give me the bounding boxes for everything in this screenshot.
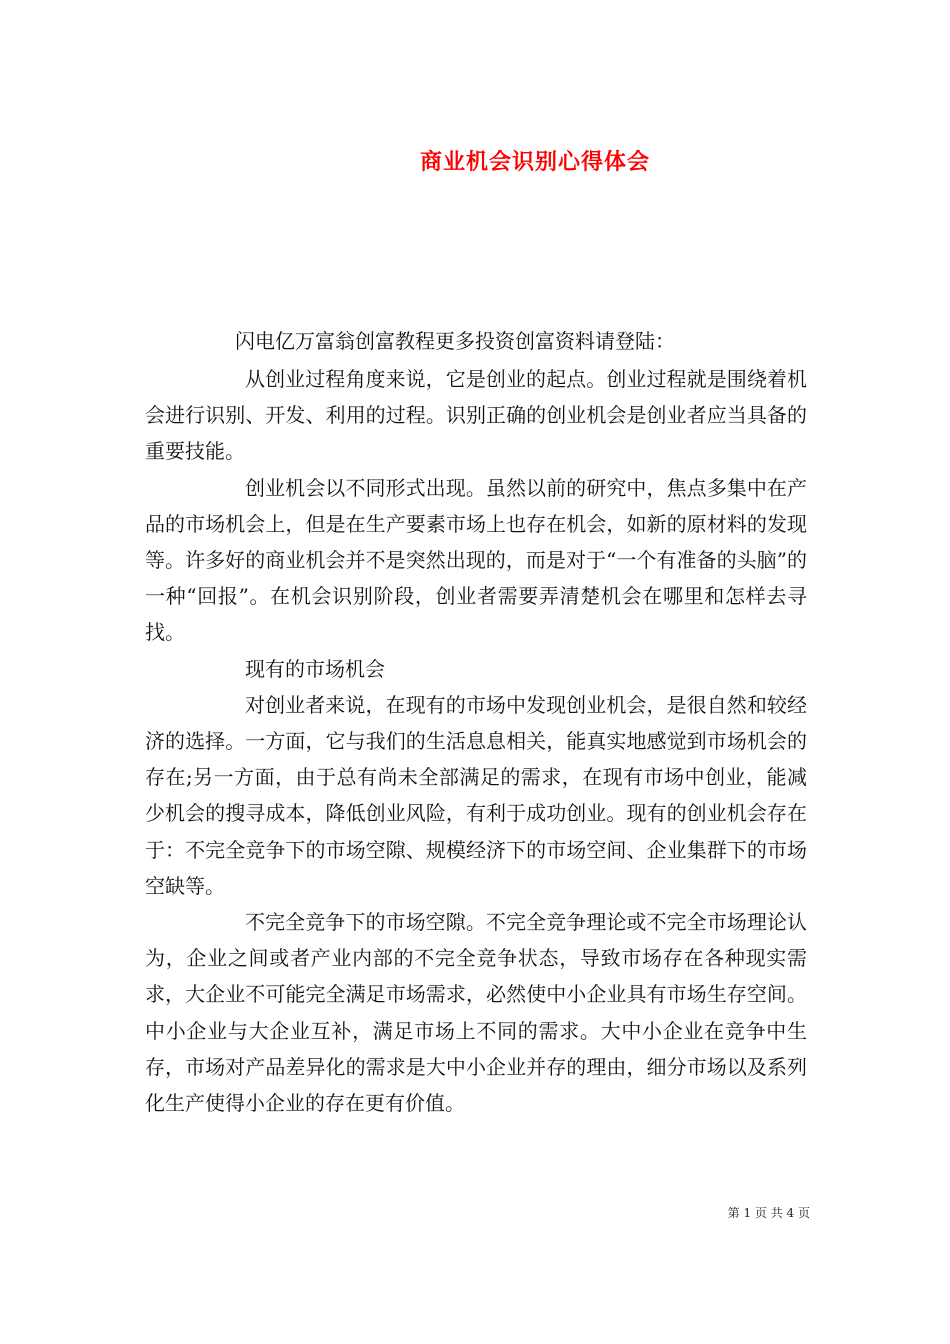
paragraph: 创业机会以不同形式出现。虽然以前的研究中，焦点多集中在产品的市场机会上，但是在生产要素市场上也存在机会，如新的原材料的发现等。许多好的商业机会并不是突然出现的，而是对于“一个有准备的头脑”的一种“回报”。在机会识别阶段，创业者需要弄清楚机会在哪里和怎样去寻找。 — [145, 475, 807, 645]
page-number: 第 1 页 共 4 页 — [727, 1206, 810, 1220]
body-text — [145, 361, 807, 1121]
section-heading: 现有的市场机会 — [245, 656, 385, 681]
paragraph: 对创业者来说，在现有的市场中发现创业机会，是很自然和较经济的选择。一方面，它与我们的生活息息相关，能真实地感觉到市场机会的存在;另一方面，由于总有尚未全部满足的需求，在现有市场中创业，能减少机会的搜寻成本，降低创业风险，有利于成功创业。现有的创业机会存在于：不完全竞争下的市场空隙、规模经济下的市场空间、企业集群下的市场空缺等。 — [145, 692, 807, 898]
paragraph: 从创业过程角度来说，它是创业的起点。创业过程就是围绕着机会进行识别、开发、利用的过程。识别正确的创业机会是创业者应当具备的重要技能。 — [145, 367, 807, 464]
paragraph: 不完全竞争下的市场空隙。不完全竞争理论或不完全市场理论认为，企业之间或者产业内部的不完全竞争状态，导致市场存在各种现实需求，大企业不可能完全满足市场需求，必然使中小企业具有市场生存空间。中小企业与大企业互补，满足市场上不同的需求。大中小企业在竞争中生存，市场对产品差异化的需求是大中小企业并存的理由，细分市场以及系列化生产使得小企业的存在更有价值。 — [145, 910, 807, 1116]
page-title: 商业机会识别心得体会 — [419, 149, 650, 175]
intro-line: 闪电亿万富翁创富教程更多投资创富资料请登陆： — [235, 329, 675, 353]
